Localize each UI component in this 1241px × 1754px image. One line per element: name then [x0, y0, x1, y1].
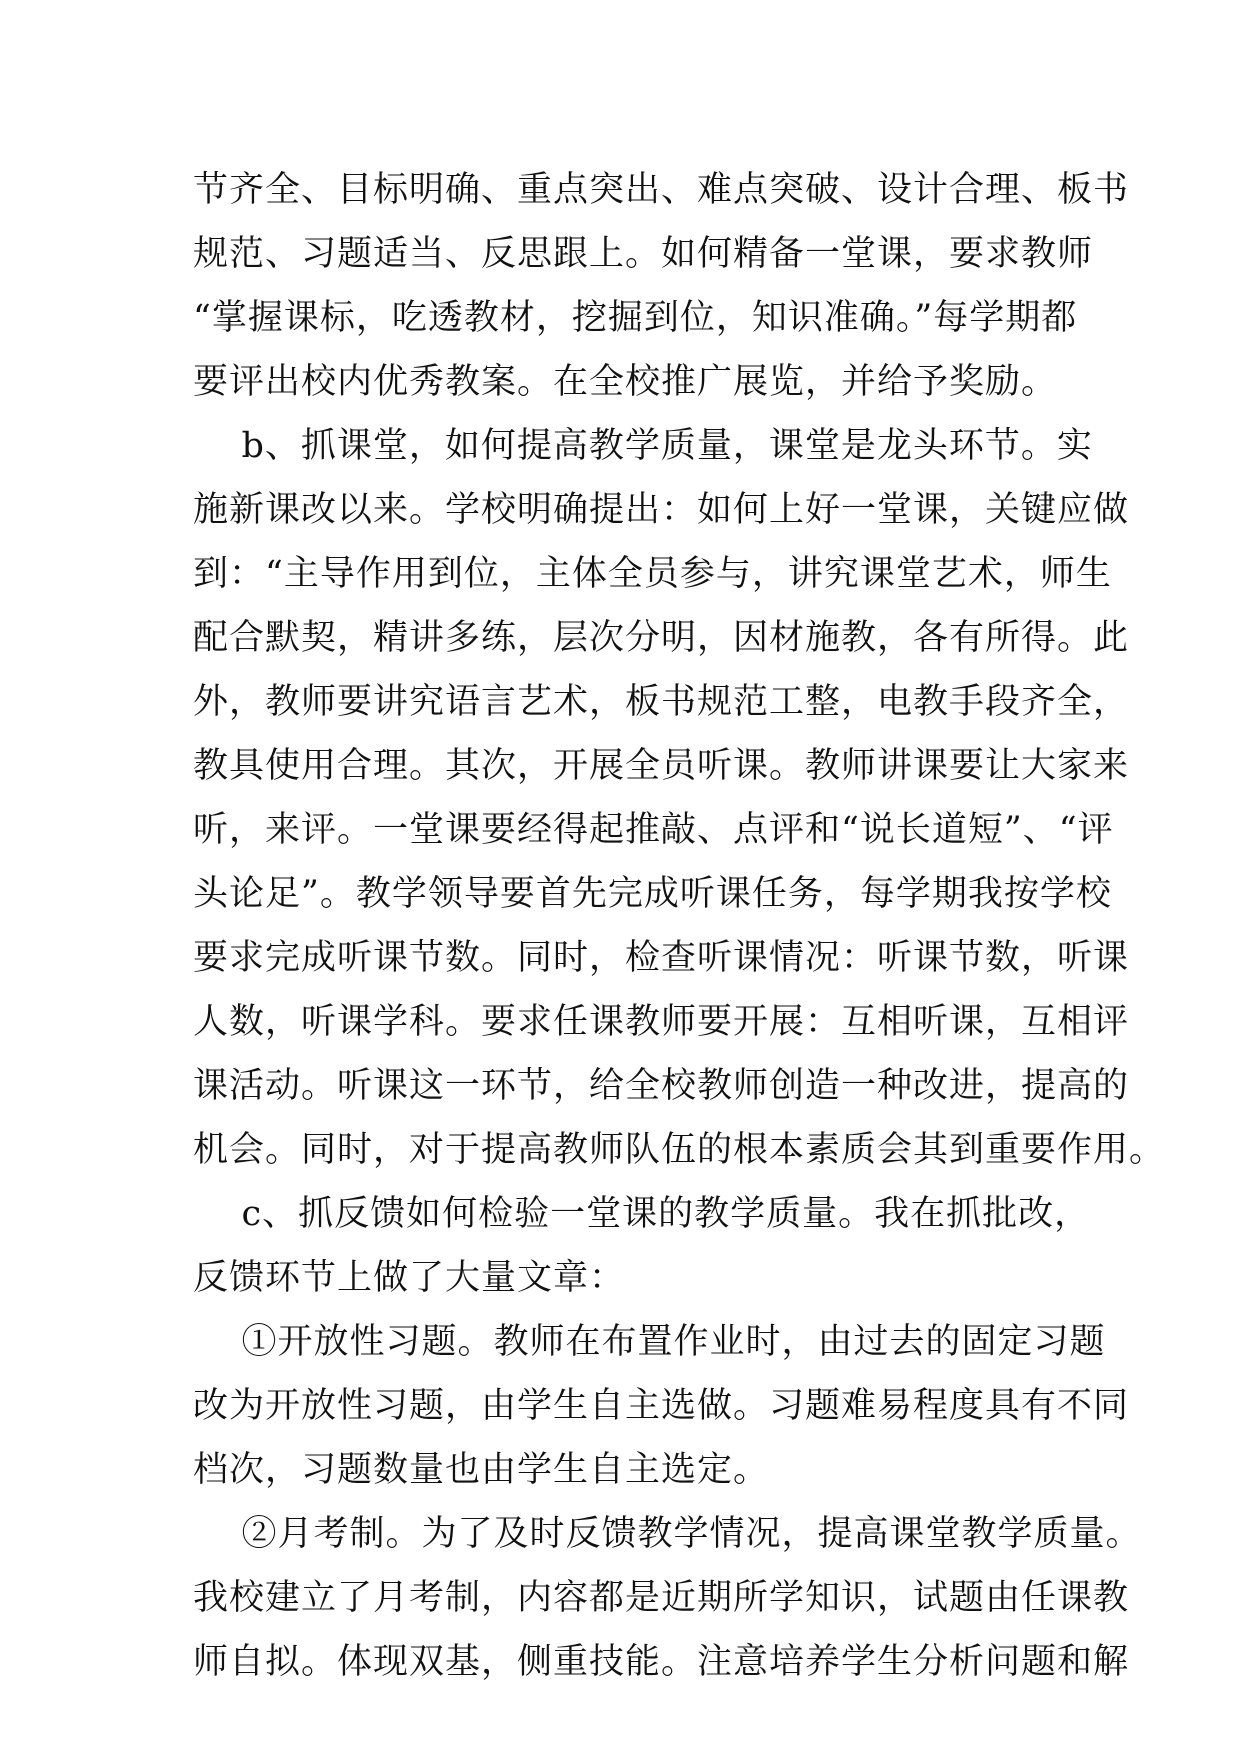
text-line: 头论足”。教学领导要首先完成听课任务，每学期我按学校 [193, 874, 1112, 914]
text-line: 改为开放性习题，由学生自主选做。习题难易程度具有不同 [193, 1386, 1130, 1426]
text-line: 课活动。听课这一环节，给全校教师创造一种改进，提高的 [193, 1066, 1130, 1106]
text-line: 配合默契，精讲多练，层次分明，因材施教，各有所得。此 [193, 618, 1130, 658]
text-line: 听，来评。一堂课要经得起推敲、点评和“说长道短”、“评 [193, 810, 1114, 850]
text-line: ①开放性习题。教师在布置作业时，由过去的固定习题 [193, 1322, 1106, 1362]
text-line: 教具使用合理。其次，开展全员听课。教师讲课要让大家来 [193, 746, 1130, 786]
text-line: 到：“主导作用到位，主体全员参与，讲究课堂艺术，师生 [193, 554, 1112, 594]
text-line: 机会。同时，对于提高教师队伍的根本素质会其到重要作用。 [193, 1130, 1166, 1170]
text-line: 人数，听课学科。要求任课教师要开展：互相听课，互相评 [193, 1002, 1130, 1042]
text-line: 节齐全、目标明确、重点突出、难点突破、设计合理、板书 [193, 170, 1130, 210]
text-line: 反馈环节上做了大量文章： [193, 1258, 626, 1298]
text-line: 我校建立了月考制，内容都是近期所学知识，试题由任课教 [193, 1578, 1130, 1618]
text-line: 档次，习题数量也由学生自主选定。 [193, 1450, 770, 1490]
text-line: 规范、习题适当、反思跟上。如何精备一堂课，要求教师 [193, 234, 1094, 274]
text-line: c、抓反馈如何检验一堂课的教学质量。我在抓批改， [193, 1194, 1091, 1234]
text-line: 师自拟。体现双基，侧重技能。注意培养学生分析问题和解 [193, 1642, 1130, 1682]
text-line: b、抓课堂，如何提高教学质量，课堂是龙头环节。实 [193, 426, 1093, 466]
text-line: “掌握课标，吃透教材，挖掘到位，知识准确。”每学期都 [193, 298, 1078, 338]
text-line: 要求完成听课节数。同时，检查听课情况：听课节数，听课 [193, 938, 1130, 978]
text-line: 要评出校内优秀教案。在全校推广展览，并给予奖励。 [193, 362, 1058, 402]
text-line: 外，教师要讲究语言艺术，板书规范工整，电教手段齐全， [193, 682, 1130, 722]
document-body [193, 158, 1166, 1694]
text-line: 施新课改以来。学校明确提出：如何上好一堂课，关键应做 [193, 490, 1130, 530]
text-line: ②月考制。为了及时反馈教学情况，提高课堂教学质量。 [193, 1514, 1142, 1554]
